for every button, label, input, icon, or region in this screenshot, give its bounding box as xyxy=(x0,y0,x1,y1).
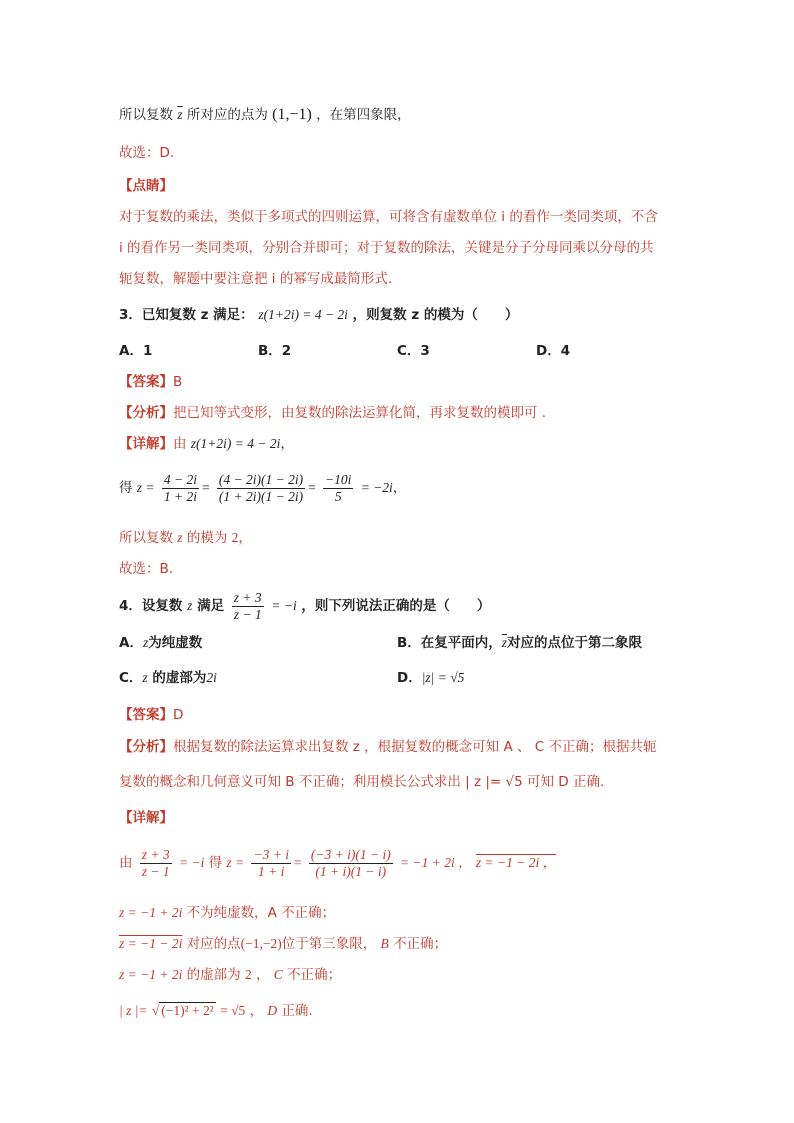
text: D． xyxy=(397,670,422,686)
point: (1,−1) xyxy=(272,106,312,123)
text: 由 xyxy=(173,436,187,452)
text: ，则复数 z 的模为（ ） xyxy=(352,307,519,323)
text: 对应的点 xyxy=(186,936,241,952)
denominator: 1 + 2i xyxy=(163,488,197,504)
numerator: z + 3 xyxy=(141,846,170,862)
q4-answer xyxy=(119,705,183,725)
q3-option-c: C．3 xyxy=(397,343,430,359)
text: ， xyxy=(249,1003,264,1019)
text: 把已知等式变形，由复数的除法运算化简，再求复数的模即可 . xyxy=(173,405,547,421)
line-choice-d: 故选：D. xyxy=(119,145,175,161)
equation: z = xyxy=(136,480,155,495)
text: 所对应的点为 xyxy=(186,107,268,123)
text: ， xyxy=(392,480,407,496)
point: (−1,−2) xyxy=(240,936,282,951)
denominator: z − 1 xyxy=(233,606,262,622)
text: 3．已知复数 z 满足： xyxy=(119,307,254,323)
text: ， xyxy=(280,436,294,452)
line-conclusion xyxy=(119,105,411,125)
equation: z = xyxy=(226,855,245,870)
q3-stem xyxy=(119,305,518,325)
fraction xyxy=(309,847,393,880)
q3-analysis xyxy=(119,403,546,423)
equation: | z |= xyxy=(119,1003,148,1018)
q4-option-b xyxy=(397,633,642,653)
para-1: 对于复数的乘法，类似于多项式的四则运算，可将含有虚数单位 i 的看作一类同类项，不含 xyxy=(119,209,658,225)
text: ， xyxy=(255,967,270,983)
q3-option-b: B．2 xyxy=(258,343,292,359)
text: 的虚部为 xyxy=(152,670,207,686)
equation: z = −1 + 2i xyxy=(119,967,183,982)
equals: = xyxy=(293,855,302,870)
q4-stem xyxy=(119,588,490,624)
fraction xyxy=(251,847,290,880)
option-letter: C xyxy=(273,967,283,982)
numerator: (−3 + i)(1 − i) xyxy=(310,846,391,862)
denominator: 5 xyxy=(334,488,342,504)
option-letter: B xyxy=(380,936,389,951)
q3-answer xyxy=(119,372,182,392)
text: ，在第四象限， xyxy=(316,107,411,123)
text: 位于第三象限， xyxy=(281,936,377,952)
fraction xyxy=(140,847,172,880)
q4-step-d xyxy=(119,1001,313,1021)
denominator: 1 + i xyxy=(258,863,285,879)
text: C． xyxy=(119,670,143,686)
fraction xyxy=(217,472,305,505)
q4-option-c xyxy=(119,668,217,688)
label: 【分析】 xyxy=(119,739,173,755)
denominator: z − 1 xyxy=(141,863,170,879)
value: 2i xyxy=(206,670,217,685)
para-3: 轭复数，解题中要注意把 i 的幂写成最简形式. xyxy=(119,271,393,287)
numerator: z + 3 xyxy=(233,589,262,605)
q4-step-b xyxy=(119,934,447,954)
text: 得 xyxy=(119,480,133,496)
label: 【详解】 xyxy=(119,436,173,452)
equation: = −i xyxy=(178,855,205,870)
sqrt-sign: √ xyxy=(151,1003,160,1018)
text: 不正确； xyxy=(393,936,448,952)
q3-option-d: D．4 xyxy=(536,343,571,359)
q3-pick: 故选：B. xyxy=(119,561,174,577)
numerator: −3 + i xyxy=(253,846,289,862)
text: 不为纯虚数，A 不正确； xyxy=(186,905,336,921)
numerator: −10i xyxy=(325,471,352,487)
text: 得 xyxy=(208,855,223,871)
variable: z xyxy=(142,670,148,685)
fraction xyxy=(323,472,353,505)
text: 为纯虚数 xyxy=(148,635,203,651)
radicand: (−1)² + 2² xyxy=(161,1003,214,1018)
variable: z xyxy=(177,530,183,545)
numerator: 4 − 2i xyxy=(163,471,197,487)
fraction xyxy=(232,590,264,623)
variable: z xyxy=(142,635,149,650)
variable: z xyxy=(187,598,193,613)
result: = −1 + 2i ， xyxy=(400,855,472,870)
q4-option-d xyxy=(397,668,464,688)
equation: z(1+2i) = 4 − 2i xyxy=(258,307,348,322)
numerator: (4 − 2i)(1 − 2i) xyxy=(218,471,304,487)
text: B．在复平面内， xyxy=(397,635,502,651)
fraction xyxy=(162,472,199,505)
denominator: (1 + 2i)(1 − 2i) xyxy=(218,488,304,504)
label: 【答案】 xyxy=(119,707,173,723)
q3-modulus xyxy=(119,528,252,548)
label: 【分析】 xyxy=(119,405,173,421)
q4-option-a xyxy=(119,633,202,653)
text: 所以复数 xyxy=(119,530,173,546)
text: A． xyxy=(119,635,143,651)
q4-detail-label: 【详解】 xyxy=(119,810,173,826)
q4-step-a xyxy=(119,903,335,923)
text: 不正确； xyxy=(287,967,342,983)
conjugate: z = −1 − 2i ， xyxy=(475,855,557,870)
text: 正确. xyxy=(281,1003,313,1019)
value: B xyxy=(173,374,183,390)
equation: z = −1 + 2i xyxy=(119,905,183,920)
q4-step-c xyxy=(119,965,341,985)
equals: = xyxy=(201,480,210,495)
text: 4．设复数 xyxy=(119,598,183,614)
text: 所以复数 xyxy=(119,107,173,123)
denominator: (1 + i)(1 − i) xyxy=(315,863,387,879)
text: 的虚部为 xyxy=(186,967,241,983)
text: ， xyxy=(238,530,252,546)
equation: = −i xyxy=(271,598,297,613)
variable: $\overline{z}$ xyxy=(501,635,508,650)
text: 的模为 xyxy=(186,530,228,546)
q4-analysis-1 xyxy=(119,737,657,757)
result: = √5 xyxy=(220,1003,246,1018)
z-bar: $\overline{z}$ xyxy=(177,107,183,122)
q4-derivation xyxy=(119,845,556,881)
text: 由 xyxy=(119,855,133,871)
value: 2 xyxy=(231,530,239,545)
q3-option-a: A．1 xyxy=(119,343,153,359)
text: 根据复数的除法运算求出复数 z ，根据复数的概念可知 A 、 C 不正确；根据共轭 xyxy=(173,739,657,755)
q4-analysis-2: 复数的概念和几何意义可知 B 不正确；利用模长公式求出 | z |= √5 可知 D 正确. xyxy=(119,774,605,790)
value: D xyxy=(173,707,184,723)
option-letter: D xyxy=(267,1003,278,1018)
label-dianjing: 【点睛】 xyxy=(119,178,173,194)
value: 2 xyxy=(244,967,252,982)
q3-derivation xyxy=(119,470,406,506)
equation: z = −1 − 2i xyxy=(119,936,183,951)
para-2: i 的看作另一类同类项，分别合并即可；对于复数的除法，关键是分子分母同乘以分母的共 xyxy=(119,240,654,256)
result: = −2i xyxy=(360,480,393,495)
text: 满足 xyxy=(197,598,225,614)
text: ，则下列说法正确的是（ ） xyxy=(301,598,491,614)
equation: z(1+2i) = 4 − 2i xyxy=(190,436,281,451)
value: |z| = √5 xyxy=(421,670,465,685)
label: 【答案】 xyxy=(119,374,173,390)
q3-detail xyxy=(119,434,294,454)
equals: = xyxy=(308,480,316,495)
text: 对应的点位于第二象限 xyxy=(507,635,643,651)
